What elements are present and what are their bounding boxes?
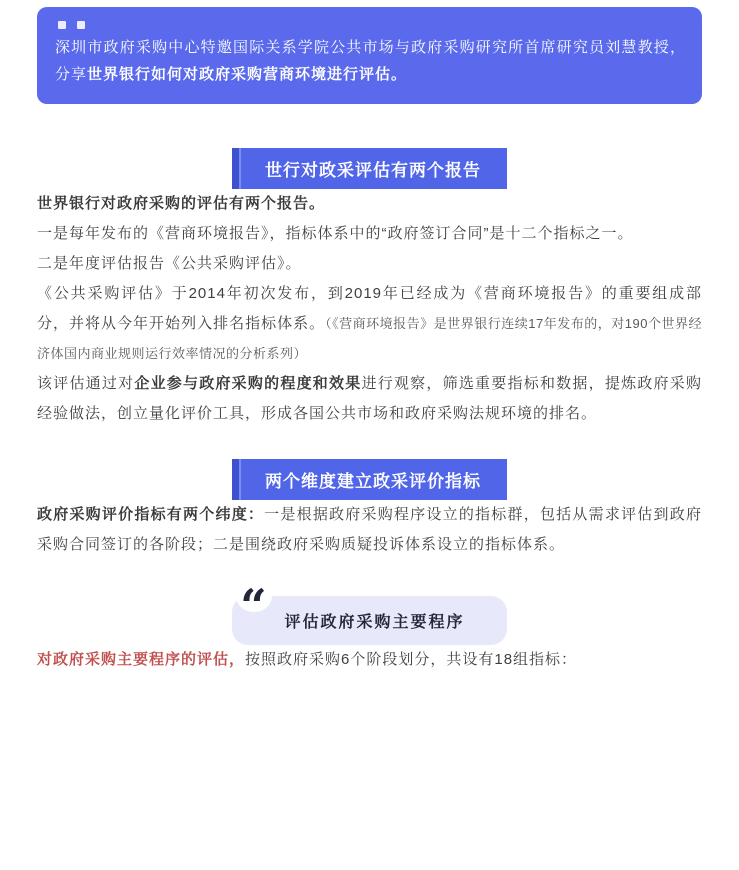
closing-rest: 按照政府采购6个阶段划分，共设有18组指标： (245, 651, 578, 668)
decor-square-icon (58, 21, 66, 29)
decor-squares (58, 21, 686, 29)
paragraph-4 (37, 279, 702, 369)
intro-card (37, 7, 702, 104)
section-banner-2: 两个维度建立政采评价指标 (232, 459, 507, 500)
quote-title: 评估政府采购主要程序 (284, 614, 465, 631)
closing-paragraph (37, 645, 702, 675)
intro-text-bold: 世界银行如何对政府采购营商环境进行评估。 (87, 66, 408, 83)
paragraph-4-note: （《营商环境报告》是世界银行连续17年发布的，对190个世界经济体国内商业规则运行效率情况的分析系列） (37, 316, 702, 361)
closing-red-bold: 对政府采购主要程序的评估， (37, 651, 246, 668)
paragraph-5 (37, 369, 702, 429)
decor-square-icon (77, 21, 85, 29)
paragraph-1-bold: 世界银行对政府采购的评估有两个报告。 (37, 195, 326, 212)
paragraph-6 (37, 500, 702, 560)
paragraph-2: 一是每年发布的《营商环境报告》，指标体系中的“政府签订合同”是十二个指标之一。 (37, 225, 634, 242)
paragraph-3: 二是年度评估报告《公共采购评估》。 (37, 255, 302, 272)
paragraph-6-bold: 政府采购评价指标有两个纬度： (37, 506, 265, 523)
intro-text: 深圳市政府采购中心特邀国际关系学院公共市场与政府采购研究所首席研究员刘慧教授，分享 (55, 39, 686, 83)
quote-title-box (232, 580, 506, 645)
quote-icon: “ (236, 580, 272, 612)
paragraph-5-pre: 该评估通过对 (37, 375, 135, 392)
paragraph-5-bold: 企业参与政府采购的程度和效果 (134, 375, 362, 392)
paragraph-5-post: 进行观察，筛选重要指标和数据，提炼政府采购经验做法，创立量化评价工具，形成各国公共市场和政府采购法规环境的排名。 (37, 375, 702, 422)
paragraph-1 (37, 189, 702, 219)
paragraph-4-main: 《公共采购评估》于2014年初次发布，到2019年已经成为《营商环境报告》的重要组成部分，并将从今年开始列入排名指标体系。 (37, 285, 702, 332)
section-banner-1: 世行对政采评估有两个报告 (232, 148, 507, 189)
paragraph-6-rest: 一是根据政府采购程序设立的指标群，包括从需求评估到政府采购合同签订的各阶段；二是围绕政府采购质疑投诉体系设立的指标体系。 (37, 506, 702, 553)
